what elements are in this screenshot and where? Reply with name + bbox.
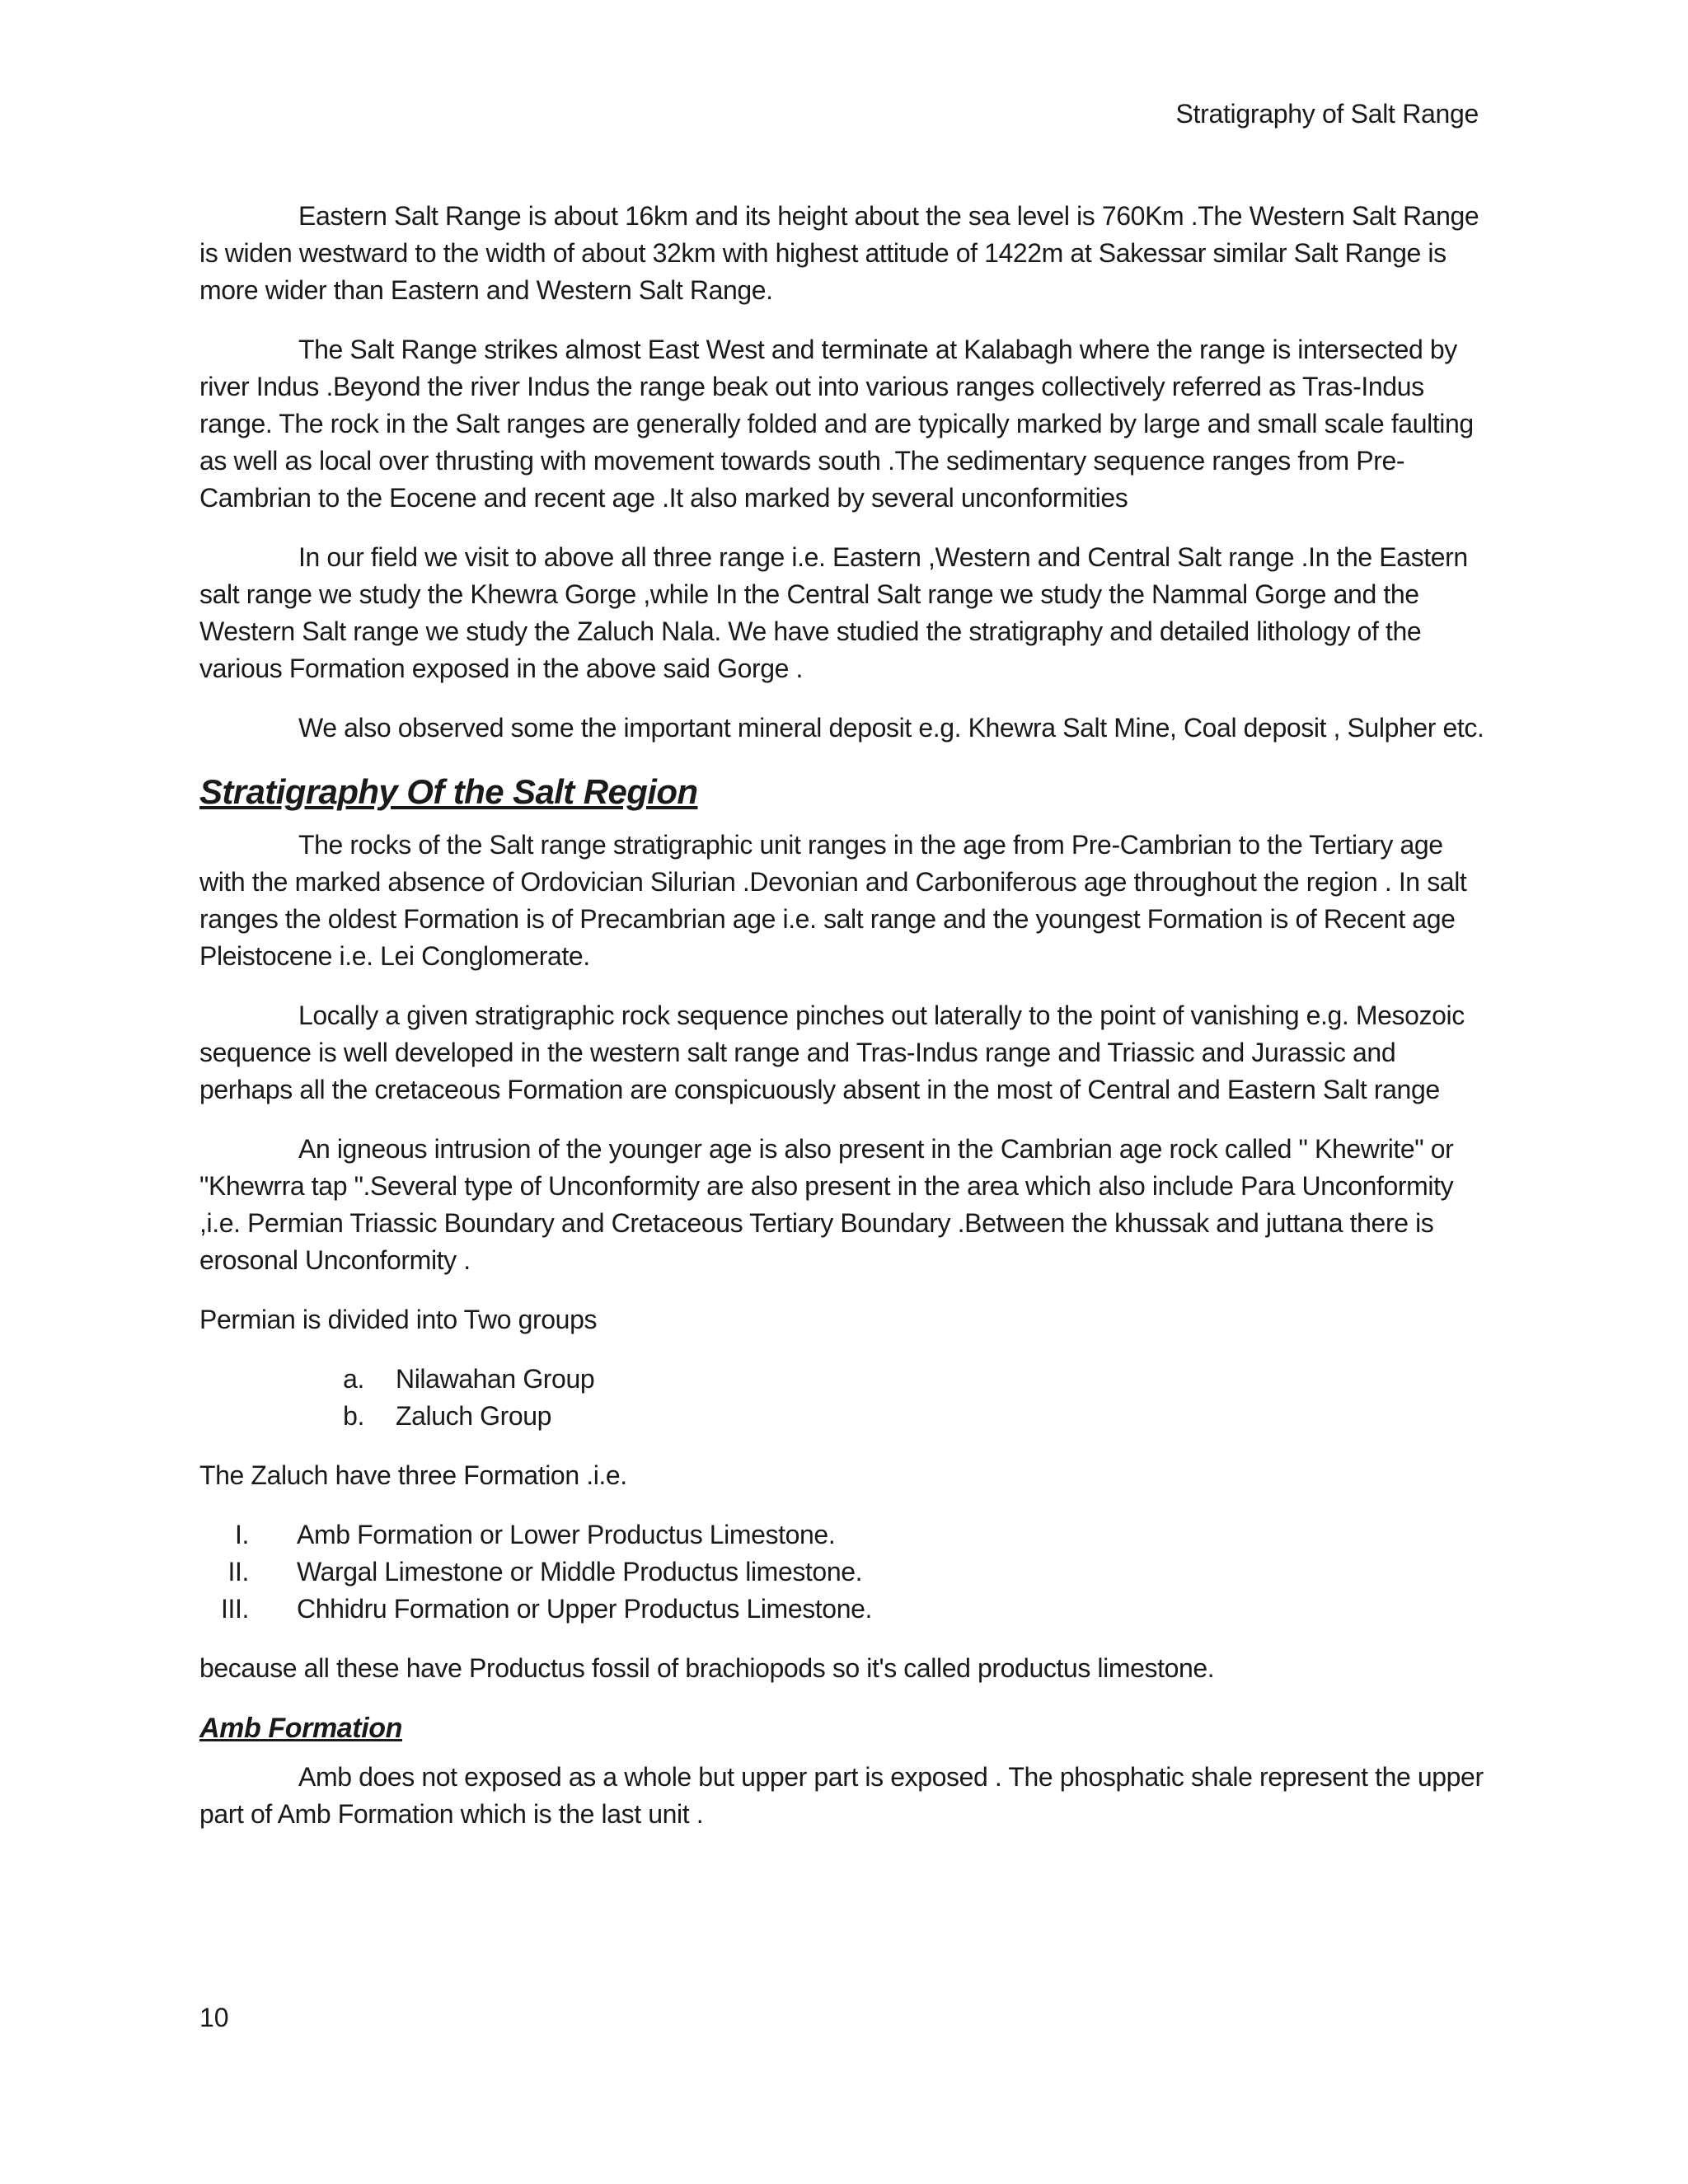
list-item-text: Wargal Limestone or Middle Productus limestone. (297, 1557, 863, 1586)
list-item (199, 1591, 1493, 1628)
list-marker: I. (235, 1520, 249, 1549)
paragraph-field-visit: In our field we visit to above all three range i.e. Eastern ,Western and Central Salt range .In the Eastern salt range we study the Khewra Gorge ,while In the Central Salt range we study the Nammal Gorge and the Western Salt range we study the Zaluch Nala. We have studied the stratigraphy and detailed lithology of the various Formation exposed in the above said Gorge . (199, 542, 1468, 683)
subheading-amb-formation: Amb Formation (199, 1713, 403, 1744)
page-body (199, 198, 1493, 1855)
list-item (199, 1361, 1493, 1398)
list-marker: III. (221, 1594, 249, 1624)
zaluch-intro: The Zaluch have three Formation .i.e. (199, 1460, 627, 1490)
list-item (199, 1516, 1493, 1554)
list-item-text: Amb Formation or Lower Productus Limestone. (297, 1520, 836, 1549)
running-header: Stratigraphy of Salt Range (1175, 99, 1479, 129)
paragraph-salt-range-dimensions: Eastern Salt Range is about 16km and its height about the sea level is 760Km .The Western Salt Range is widen westward to the width of about 32km with highest attitude of 1422m at Sakessar similar Salt Range is more wider than Eastern and Western Salt Range. (199, 201, 1479, 305)
permian-intro: Permian is divided into Two groups (199, 1305, 598, 1334)
productus-note: because all these have Productus fossil of brachiopods so it's called productus limestone. (199, 1653, 1215, 1683)
paragraph-lateral-pinching: Locally a given stratigraphic rock sequence pinches out laterally to the point of vanishing e.g. Mesozoic sequence is well developed in the western salt range and Tras-Indus range and Triassic and Jurassic and perhaps all the cretaceous Formation are conspicuously absent in the most of Central and Eastern Salt range (199, 1001, 1465, 1104)
paragraph-age-range: The rocks of the Salt range stratigraphic unit ranges in the age from Pre-Cambrian to the Tertiary age with the marked absence of Ordovician Silurian .Devonian and Carboniferous age throughout the region . In salt ranges the oldest Formation is of Precambrian age i.e. salt range and the youngest Formation is of Recent age Pleistocene i.e. Lei Conglomerate. (199, 830, 1467, 971)
list-marker: a. (343, 1364, 364, 1394)
list-item (199, 1398, 1493, 1435)
list-item-text: Chhidru Formation or Upper Productus Limestone. (297, 1594, 872, 1624)
paragraph-mineral-deposits: We also observed some the important mineral deposit e.g. Khewra Salt Mine, Coal deposit , Sulpher etc. (298, 713, 1484, 743)
list-item-text: Nilawahan Group (396, 1364, 595, 1394)
page-number: 10 (199, 2003, 229, 2032)
list-marker: b. (343, 1401, 364, 1431)
paragraph-salt-range-structure: The Salt Range strikes almost East West and terminate at Kalabagh where the range is intersected by river Indus .Beyond the river Indus the range beak out into various ranges collectively referred as Tras-Indus range. The rock in the Salt ranges are generally folded and are typically marked by large and small scale faulting as well as local over thrusting with movement towards south .The sedimentary sequence ranges from Pre-Cambrian to the Eocene and recent age .It also marked by several unconformities (199, 335, 1474, 513)
section-heading-stratigraphy: Stratigraphy Of the Salt Region (199, 772, 698, 811)
permian-groups-list (199, 1361, 1493, 1435)
paragraph-amb-formation: Amb does not exposed as a whole but upper part is exposed . The phosphatic shale represent the upper part of Amb Formation which is the last unit . (199, 1762, 1484, 1829)
list-marker: II. (227, 1557, 249, 1586)
list-item-text: Zaluch Group (396, 1401, 552, 1431)
zaluch-formations-list (199, 1516, 1493, 1628)
paragraph-igneous-intrusion: An igneous intrusion of the younger age is also present in the Cambrian age rock called " Khewrite" or "Khewrra tap ".Several type of Unconformity are also present in the area which also include Para Unconformity ,i.e. Permian Triassic Boundary and Cretaceous Tertiary Boundary .Between the khussak and juttana there is erosonal Unconformity . (199, 1134, 1454, 1275)
list-item (199, 1554, 1493, 1591)
